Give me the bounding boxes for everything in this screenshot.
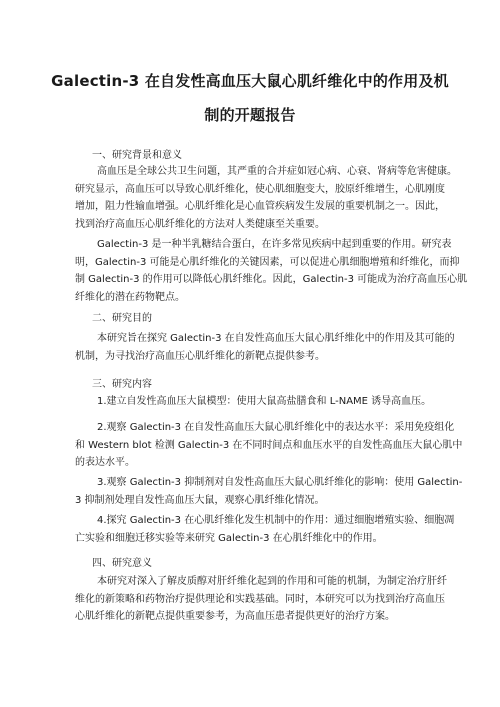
paragraph-background-2: [75, 236, 468, 306]
paragraph-purpose: [75, 330, 455, 365]
paragraph-content-3: [75, 474, 463, 509]
text-line: 和 Western blot 检测 Galectin-3 在不同时间点和血压水平的自发性高血压大鼠心肌中: [75, 439, 463, 451]
section-heading-purpose: 二、研究目的: [92, 313, 152, 324]
text-line: 3.观察 Galectin-3 抑制剂对自发性高血压大鼠心肌纤维化的影响：使用 Galectin-: [97, 477, 463, 488]
section-heading-significance: 四、研究意义: [92, 558, 152, 569]
paragraph-significance: [75, 573, 447, 626]
text-line: 2.观察 Galectin-3 在自发性高血压大鼠心肌纤维化中的表达水平：采用免疫组化: [97, 422, 455, 433]
text-line: 3 抑制剂处理自发性高血压大鼠，观察心肌纤维化情况。: [75, 494, 325, 506]
paragraph-content-1: [75, 393, 432, 411]
text-line: 1.建立自发性高血压大鼠模型：使用大鼠高盐膳食和 L-NAME 诱导高血压。: [97, 396, 432, 407]
section-heading-background: 一、研究背景和意义: [92, 150, 182, 161]
text-line: 纤维化的潜在药物靶点。: [75, 291, 185, 303]
paragraph-content-4: [75, 512, 455, 547]
text-line: Galectin-3 是一种半乳糖结合蛋白，在许多常见疾病中起到重要的作用。研究表: [97, 239, 452, 250]
text-line: 制 Galectin-3 的作用可以降低心肌纤维化。因此，Galectin-3 可能成为治疗高血压心肌: [75, 274, 468, 285]
document-title-line-1: Galectin-3 在自发性高血压大鼠心肌纤维化中的作用及机: [51, 72, 449, 90]
text-line: 亡实验和细胞迁移实验等来研究 Galectin-3 在心肌纤维化中的作用。: [75, 532, 383, 544]
text-line: 4.探究 Galectin-3 在心肌纤维化发生机制中的作用：通过细胞增殖实验、细胞凋: [97, 515, 455, 526]
document-title-line-2: 制的开题报告: [204, 106, 296, 124]
text-line: 找到治疗高血压心肌纤维化的方法对人类健康至关重要。: [75, 218, 325, 230]
text-line: 的表达水平。: [75, 457, 135, 468]
section-heading-content: 三、研究内容: [92, 379, 152, 390]
text-line: 高血压是全球公共卫生问题，其严重的合并症如冠心病、心衰、肾病等危害健康。: [97, 166, 457, 177]
text-line: 本研究对深入了解皮质醇对肝纤维化起到的作用和可能的机制，为制定治疗肝纤: [97, 576, 447, 587]
paragraph-background-1: [75, 163, 457, 233]
text-line: 机制，为寻找治疗高血压心肌纤维化的新靶点提供参考。: [75, 350, 325, 362]
paragraph-content-2: [75, 419, 463, 472]
text-line: 明，Galectin-3 可能是心肌纤维化的关键因素，可以促进心肌细胞增殖和纤维化，而抑: [75, 256, 460, 268]
text-line: 维化的新策略和药物治疗提供理论和实践基础。同时，本研究可以为找到治疗高血压: [75, 593, 445, 605]
text-line: 心肌纤维化的新靶点提供重要参考，为高血压患者提供更好的治疗方案。: [75, 611, 395, 622]
text-line: 本研究旨在探究 Galectin-3 在自发性高血压大鼠心肌纤维化中的作用及其可能的: [97, 333, 455, 344]
text-line: 研究显示，高血压可以导致心肌纤维化，使心肌细胞变大，胶原纤维增生，心肌刚度: [75, 183, 445, 195]
text-line: 增加，阻力性输血增强。心肌纤维化是心血管疾病发生发展的重要机制之一。因此，: [75, 201, 445, 212]
